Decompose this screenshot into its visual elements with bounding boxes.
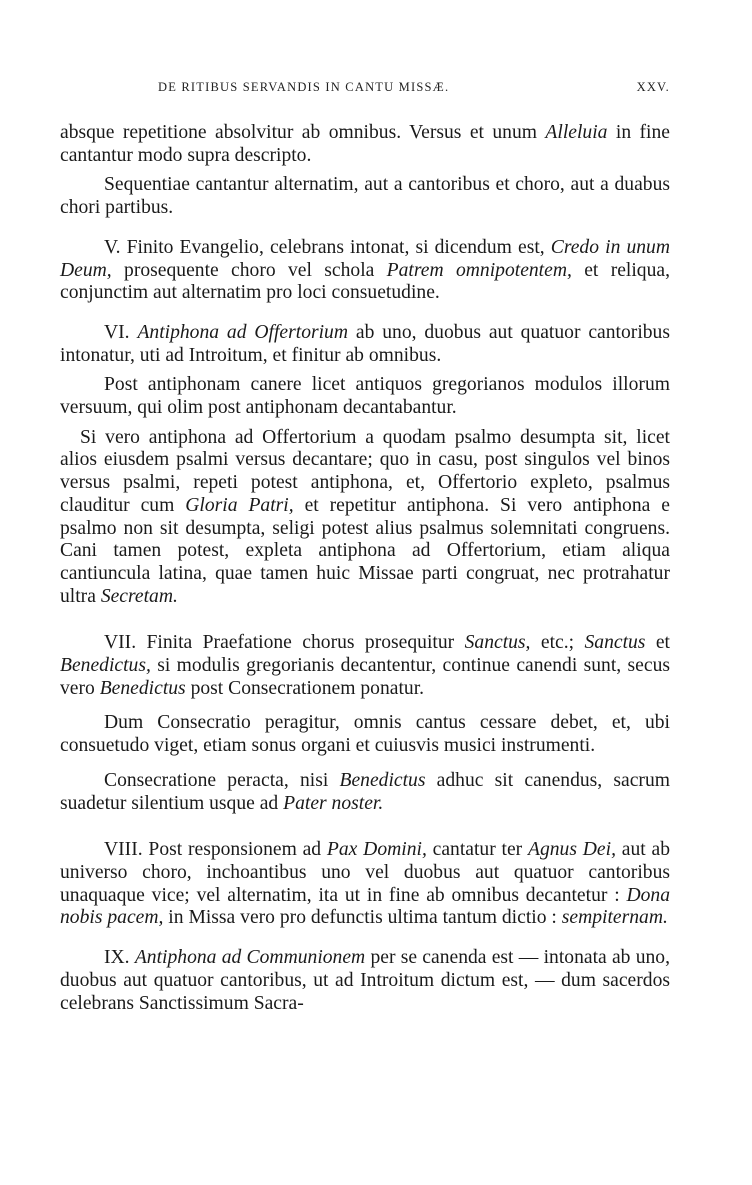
running-header bbox=[60, 80, 670, 100]
paragraph-1: absque repetitione absolvitur ab omnibus. Versus et unum Alleluia in fine cantantur modo supra descripto. bbox=[60, 122, 670, 166]
body-text bbox=[60, 122, 670, 1015]
paragraph-3-section-v: V. Finito Evangelio, celebrans intonat, si dicendum est, Credo in unum Deum, prosequente choro vel schola Patrem omnipotentem, et reliqua, conjunctim aut alternatim pro loci consuetudine. bbox=[60, 236, 671, 304]
paragraph-11-section-ix: IX. Antiphona ad Communionem per se canenda est — intonata ab uno, duobus aut quatuor cantoribus, ut ad Introitum dictum est, — dum sacerdos celebrans Sanctissimum Sacra- bbox=[60, 947, 670, 1014]
page-number: XXV. bbox=[636, 80, 670, 94]
paragraph-8: Dum Consecratio peragitur, omnis cantus cessare debet, et, ubi consuetudo viget, etiam sonus organi et cuiusvis musici instrumenti. bbox=[60, 712, 670, 757]
paragraph-5: Post antiphonam canere licet antiquos gregorianos modulos illorum versuum, qui olim post antiphonam decantabantur. bbox=[60, 374, 670, 419]
paragraph-7-section-vii: VII. Finita Praefatione chorus prosequitur Sanctus, etc.; Sanctus et Benedictus, si modulis gregorianis decantentur, continue canendi sunt, secus vero Benedictus post Consecrationem ponatur. bbox=[60, 632, 670, 699]
paragraph-2: Sequentiae cantantur alternatim, aut a cantoribus et choro, aut a duabus chori partibus. bbox=[60, 174, 670, 219]
paragraph-10-section-viii: VIII. Post responsionem ad Pax Domini, cantatur ter Agnus Dei, aut ab universo choro, inchoantibus uno vel duobus aut quatuor cantoribus unaquaque vice; vel alternatim, ita ut in fine ab omnibus decantetur : Dona nobis pacem, in Missa vero pro defunctis ultima tantum dictio : sempiternam. bbox=[60, 839, 670, 929]
paragraph-6: Si vero antiphona ad Offertorium a quodam psalmo desumpta sit, licet alios eiusdem psalmi versus decantare; quo in casu, post singulos vel binos versus psalmi, repeti potest antiphona, et, Offertorio expleto, psalmus clauditur cum Gloria Patri, et repetitur antiphona. Si vero antiphona e psalmo non sit desumpta, seligi potest alius psalmus solemnitati congruens. Cani tamen potest, expleta antiphona ad Offertorium, etiam aliqua cantiuncula latina, quae tamen huic Missae parti congruat, nec protrahatur ultra Secretam. bbox=[60, 426, 670, 607]
paragraph-4-section-vi: VI. Antiphona ad Offertorium ab uno, duobus aut quatuor cantoribus intonatur, uti ad Introitum, et finitur ab omnibus. bbox=[60, 321, 670, 366]
running-title: DE RITIBUS SERVANDIS IN CANTU MISSÆ. bbox=[158, 80, 450, 94]
paragraph-9: Consecratione peracta, nisi Benedictus adhuc sit canendus, sacrum suadetur silentium usque ad Pater noster. bbox=[60, 769, 670, 814]
